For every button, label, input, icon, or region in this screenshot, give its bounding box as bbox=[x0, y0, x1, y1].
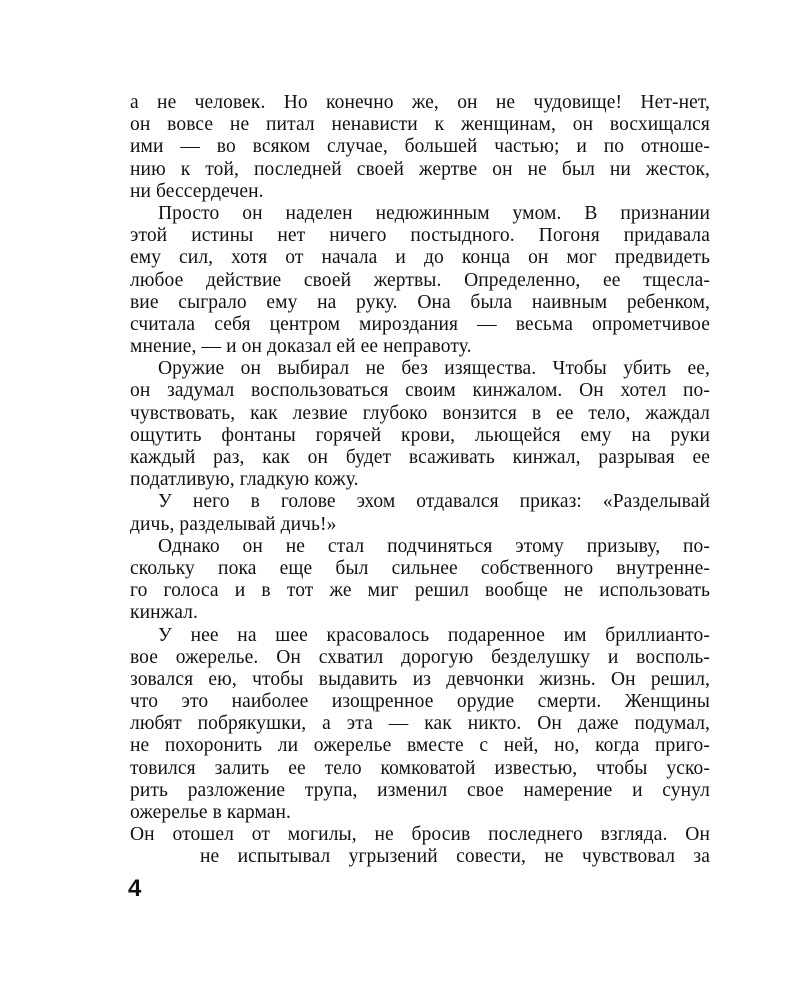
text-line: мнение, — и он доказал ей ее неправоту. bbox=[130, 336, 472, 358]
text-line: любят побрякушки, а эта — как никто. Он даже подумал, bbox=[130, 713, 710, 735]
page-number: 4 bbox=[128, 875, 142, 902]
text-line: любое действие своей жертвы. Определенно, ее тщесла- bbox=[130, 269, 710, 291]
text-line: он вовсе не питал ненависти к женщинам, он восхищался bbox=[130, 114, 710, 136]
text-line: податливую, гладкую кожу. bbox=[130, 469, 359, 491]
text-line: кинжал. bbox=[130, 602, 198, 624]
text-line: считала себя центром мироздания — весьма опрометчивое bbox=[130, 313, 710, 335]
text-line: Однако он не стал подчиняться этому призыву, по- bbox=[158, 535, 710, 557]
text-line: Он отошел от могилы, не бросив последнего взгляда. Он bbox=[130, 824, 710, 846]
text-line: ему сил, хотя от начала и до конца он мог предвидеть bbox=[130, 247, 710, 269]
text-line: ими — во всяком случае, большей частью; и по отноше- bbox=[130, 136, 710, 158]
text-line: чувствовать, как лезвие глубоко вонзится в ее тело, жаждал bbox=[130, 402, 710, 424]
text-line: каждый раз, как он будет всаживать кинжал, разрывая ее bbox=[130, 447, 710, 468]
text-line: ощутить фонтаны горячей крови, льющейся ему на руки bbox=[130, 424, 710, 446]
text-line: го голоса и в тот же миг решил вообще не использовать bbox=[130, 580, 710, 602]
text-line: он задумал воспользоваться своим кинжалом. Он хотел по- bbox=[130, 380, 710, 402]
text-line: У него в голове эхом отдавался приказ: «Разделывай bbox=[158, 491, 710, 513]
text-line: этой истины нет ничего постыдного. Погоня придавала bbox=[130, 225, 710, 247]
text-line: зовался ею, чтобы выдавить из девчонки жизнь. Он решил, bbox=[130, 668, 710, 690]
text-line: товился залить ее тело комковатой известью, чтобы уско- bbox=[130, 757, 710, 779]
text-line: скольку пока еще был сильнее собственного внутренне- bbox=[130, 557, 710, 579]
text-line: не похоронить ли ожерелье вместе с ней, но, когда приго- bbox=[130, 735, 710, 757]
text-line: вие сыграло ему на руку. Она была наивным ребенком, bbox=[130, 291, 710, 313]
text-line: Оружие он выбирал не без изящества. Чтобы убить ее, bbox=[158, 358, 710, 380]
text-line: а не человек. Но конечно же, он не чудовище! Нет-нет, bbox=[130, 92, 710, 113]
text-line: вое ожерелье. Он схватил дорогую безделушку и восполь- bbox=[130, 646, 710, 668]
text-line: ни бессердечен. bbox=[130, 180, 264, 202]
text-line: Просто он наделен недюжинным умом. В признании bbox=[158, 202, 710, 224]
page-body-text bbox=[130, 92, 710, 869]
text-line: дичь, разделывай дичь!» bbox=[130, 513, 337, 535]
text-line: не испытывал угрызений совести, не чувствовал за bbox=[200, 846, 710, 868]
text-line: ожерелье в карман. bbox=[130, 802, 292, 823]
text-line: У нее на шее красовалось подаренное им бриллианто- bbox=[158, 624, 710, 646]
text-line: рить разложение трупа, изменил свое намерение и сунул bbox=[130, 779, 710, 801]
text-line: что это наиболее изощренное орудие смерти. Женщины bbox=[130, 691, 710, 713]
text-line: нию к той, последней своей жертве он не был ни жесток, bbox=[130, 158, 710, 180]
